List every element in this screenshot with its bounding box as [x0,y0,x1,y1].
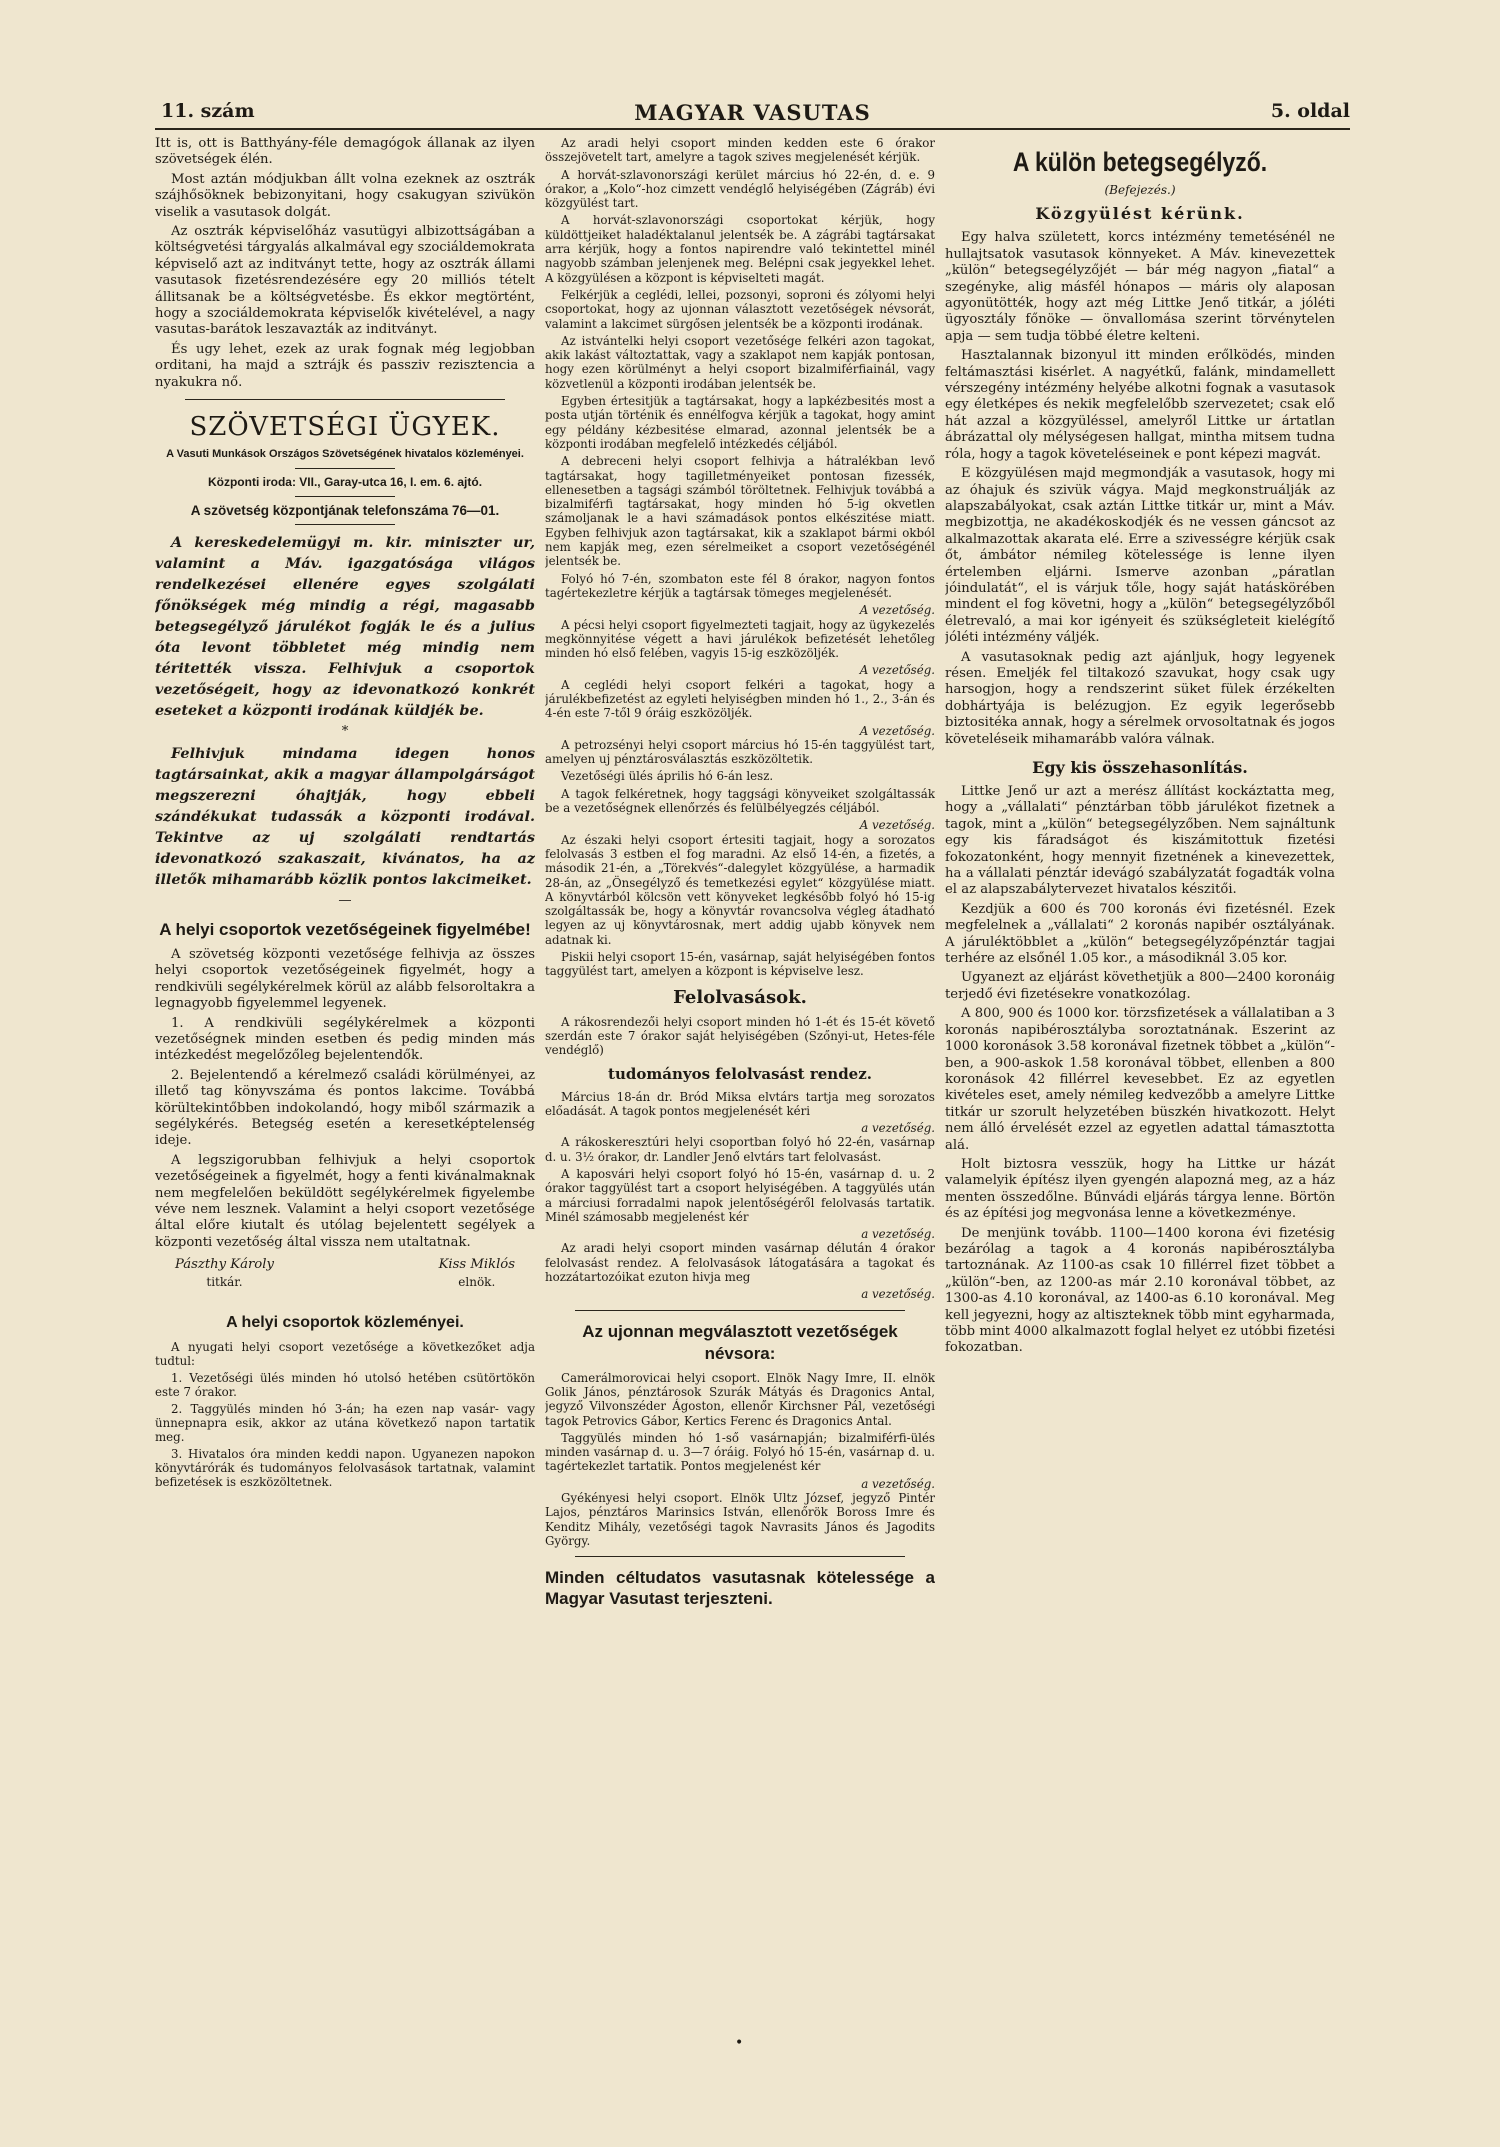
announcement: Március 18-án dr. Bród Miksa elvtárs tartja meg sorozatos előadását. A tagok pontos megjelenését kéri [545,1089,935,1118]
lecture-subtitle: tudományos felolvasást rendez. [608,1064,872,1083]
paragraph: Most aztán módjukban állt volna ezeknek az osztrák szájhősöknek bebizonyitani, hogy csakugyan szivükön viselik a vasutasok dolgát. [155,171,535,220]
footer-mark: • [735,2035,744,2051]
signatures [175,1257,515,1290]
announcement: Az aradi helyi csoport minden kedden este 6 órakor összejövetelt tart, amelyre a tagok szives megjelenését kérjük. [545,136,935,165]
announcement: Piskii helyi csoport 15-én, vasárnap, saját helyiségében fontos taggyülést tart, amelyen a központ is képviselve lesz. [545,950,935,979]
issue-number: 11. szám [161,100,255,122]
announcement: Az északi helyi csoport értesiti tagjait, hogy a sorozatos felolvasás 3 estben el fog maradni. Az első 14-én, a fizetés, a második 21-én, a „Törekvés“-dalegylet közgyülése, a harmadik 28-án, az „Önsegélyző és temetkezési egylet“ közgyülése miatt. A könyvtárból kölcsön vett könyveket legkésőbb folyó hó 15-ig szolgáltassák be, hogy a könyvtár rovancsolva végleg átadható legyen az uj könyvtárosnak, mert addig ujabb könyvek nem adatnak ki. [545,832,935,947]
divider [185,399,505,400]
announcement: Vezetőségi ülés április hó 6-án lesz. [561,769,774,784]
new-boards-title: Az ujonnan megválasztott vezetőségek névsora: [582,1321,898,1363]
signer [439,1257,515,1290]
announcement: A horvát-szlavonországi kerület március hó 22-én, d. e. 9 órakor, a „Kolo“-hoz cimzett vendéglő helyiségében (Zágráb) évi közgyülést tart. [545,167,935,211]
signer [175,1257,274,1290]
announcement: Folyó hó 7-én, szombaton este fél 8 órakor, nagyon fontos tagértekezletre kérjük a tagtársak tömeges megjelenését. [545,571,935,600]
signature: a vezetőség. [861,1476,935,1491]
paragraph: Egy halva született, korcs intézmény temetésénél ne hullajtsatok vasutasok könnyeket. A Máv. kinevezettek „külön“ betegsegélyzőjét — bár még nagyon „fiatal“ a szegényke, alig másfél hónapos — máris oly alaposan agyonütötték, hogy azt még Littke Jenő titkár, a jóléti ügyosztály főnöke — önvallomása szerint törvénytelen apja — sem tudja többé életre kelteni. [945,230,1335,344]
announcement: A kaposvári helyi csoport folyó hó 15-én, vasárnap d. u. 2 órakor taggyülést tart a csoport helyiségében. A taggyülés után a márciusi forradalmi napok jelentőségéről felolvasás tartatik. Minél számosabb megjelenést kér [545,1167,935,1224]
paragraph: 2. Bejelentendő a kérelmező családi körülményei, az illető tag könyvszáma és pontos lakcime. Továbbá körültekintőbben indokolandó, hogy miből származik a segélykérés. Betegség esetén a keresetképtelenség ideje. [155,1067,535,1149]
paragraph: A szövetség központi vezetősége felhivja az összes helyi csoportok vezetőségeinek figyelmét, hogy a rendkivüli segélykérelmek körül az alább felsoroltakra a legnagyobb figyelemmel legyenek. [155,946,535,1012]
column-2 [545,136,935,2006]
signature: a vezetőség. [861,1121,935,1136]
paragraph: Littke Jenő ur azt a merész állítást kockáztatta meg, hogy a „vállalati“ pénztárban több járulékot fizetnek a tagok, mint a „külön“ betegsegélyzőben. Nem sajnáltunk egy kis fáradságot és kiszámitottuk fizetési fokozatonként, hogy mennyit fizetnének a kinevezettek, ha a vállalati pénztár idevágó szabályzatát fogadták volna el az alapszabálytervezet hivatalos készitői. [945,784,1335,898]
notice-paragraph: Felhivjuk mindama idegen honos tagtársainkat, akik a magyar állampolgárságot megszerezni óhajtják, hogy ebbeli szándékukat tudassák a központi irodával. Tekintve az uj szolgálati rendtartás idevonatkozó szakaszait, kivánatos, ha az illetők mihamarább közlik pontos lakcimeiket. [155,744,535,888]
announcement: Taggyülés minden hó 1-ső vasárnapján; bizalmiférfi-ülés minden vasárnap d. u. 3—7 óráig. Folyó hó 15-én, vasárnap d. u. tagértekezlet tartatik. Pontos megjelenést kér [545,1430,935,1474]
announcement: A rákosrendezői helyi csoport minden hó 1-ét és 15-ét követő szerdán este 7 órakor saját helyiségében (Szőnyi-ut, Hetes-féle vendéglő) [545,1014,935,1058]
paragraph: 3. Hivatalos óra minden keddi napon. Ugyanezen napokon könyvtárórák és tudományos felolvasások tartatnak, valamint befizetések is eszközöltetnek. [155,1447,535,1490]
announcement: Gyékényesi helyi csoport. Elnök Ultz József, jegyző Pintér Lajos, pénztáros Marinsics István, ellenőrök Boross Imre és Kenditz Mihály, vezetőségi tagok Navrasits János és Jagodits György. [545,1491,935,1548]
signer-name: Kiss Miklós [438,1257,515,1273]
announcement: Felkérjük a ceglédi, lellei, pozsonyi, soproni és zólyomi helyi csoportokat, hogy az ujonnan választott vezetőségek névsorát, valamint a lakcimet sürgősen jelentsék be a központi irodának. [545,287,935,331]
notice-paragraph: A kereskedelemügyi m. kir. miniszter ur, valamint a Máv. igazgatósága világos rendelkezései ellenére egyes szolgálati főnökségek még mindig a régi, magasabb betegsegélyző járulékot fogják le és a julius óta levont többletet még mindig nem téritették vissza. Felhivjuk a csoportok vezetőségeit, hogy az idevonatkozó konkrét eseteket a központi irodának küldjék be. [155,534,535,720]
announcement: A ceglédi helyi csoport felkéri a tagokat, hogy a járulékbefizetést az egyleti helyiségben minden hó 1., 2., 3-án és 4-én este 7-től 9 óráig eszközöljék. [545,677,935,721]
paragraph: Itt is, ott is Batthyány-féle demagógok állanak az ilyen szövetségek élén. [155,136,535,168]
page-header [155,100,1350,130]
paragraph: Hasztalannak bizonyul itt minden erőlködés, minden feltámasztási kisérlet. A nagyétkű, falánk, mindamellett vérszegény intézmény helyébe alkotni fognak a vasutasok egy életképes és nekik megfelelőbb szervezetet; csak elő hát azzal a közgyüléssel, amelyről Littke ur ártatlan ábrázattal oly mélységesen hallgat, mintha mitsem tudna róla, hogy a tagok követeléseinek e pont képezi magvát. [945,348,1335,462]
continuation-note: (Befejezés.) [1104,183,1176,197]
announcement: Az istvántelki helyi csoport vezetősége felkéri azon tagokat, akik lakást változtattak, vagy a szaklapot nem kapják pontosan, hogy ezen körülményt a helyi csoport bizalmiférfiainál, vagy közvetlenül a központi irodában jelentsék be. [545,333,935,391]
divider [295,524,395,525]
article-subtitle: Közgyülést kérünk. [1035,204,1245,224]
page-number: 5. oldal [1270,100,1350,122]
signer-name: Pászthy Károly [175,1257,274,1273]
divider [575,1556,905,1557]
paragraph: Kezdjük a 600 és 700 koronás évi fizetésnél. Ezek megfelelnek a „vállalati“ 2 koronás napibér osztályának. A járuléktöbblet a „külön“ betegsegélyzőpénztár tagjai terhére az elsőnél 1.05 kor., a másodiknál 3.05 kor. [945,901,1335,967]
divider [295,468,395,469]
signature: A vezetőség. [859,723,935,738]
column-3 [945,136,1335,2006]
lectures-title: Felolvasások. [673,986,807,1008]
announcement: Egyben értesitjük a tagtársakat, hogy a lapkézbesités most a posta utján történik és ennélfogva kérjük a tagokat, hogy amint egy példány kézbesitése elmarad, azonnal jelentsék be a központi irodában megfelelő intézkedés céljából. [545,394,935,451]
office-address: Központi iroda: VII., Garay-utca 16, I. em. 6. ajtó. [207,475,483,490]
announcement: A pécsi helyi csoport figyelmezteti tagjait, hogy az ügykezelés megkönnyitése végett a havi járulékok befizetését lehetőleg minden hó első felében, vagyis 15-ig eszközöljék. [545,617,935,661]
signature: A vezetőség. [859,603,935,618]
paragraph: A vasutasoknak pedig azt ajánljuk, hogy legyenek résen. Emeljék fel tiltakozó szavukat, hogy csak ugy harsogjon, hogy a rendszerint süket fülek érzékelten dobhártyája is belézugjon. Ez egyik legerősebb biztositéka annak, hogy a sérelmek orvosoltatnak és jogos követeléseik mihamarább valóra válnak. [945,649,1335,747]
paragraph: E közgyülésen majd megmondják a vasutasok, hogy mi az óhajuk és szivük vágya. Majd megkonstruálják az alapszabályokat, csak aztán Littke titkár ur, mint a Máv. megbizottja, ne akadékoskodjék és ne vessen gáncsot az alkalmazottak akarata elé. Erre a szivességre kérjük csak őt, ámbátor némileg kötelessége is lenne ilyen értelemben eljárni. Ismerve azonban „páratlan jóindulatát“, el is várjuk tőle, hogy saját hatáskörében mindent el fog követni, hogy a „külön“ betegsegélyzőből életrevaló, a mai kor igényeit és szükségleteit kielégítő jóléti intézmény váljék. [945,466,1335,646]
separator-star: * [341,724,349,740]
local-groups-title: A helyi csoportok közleményei. [226,1314,464,1332]
divider [295,496,395,497]
section-subtitle: A Vasuti Munkások Országos Szövetségének hivatalos közleményei. [166,448,524,461]
paragraph: A legszigorubban felhivjuk a helyi csoportok vezetőségeinek a figyelmét, hogy a fenti kivánalmaknak nem megfelelően beküldött segélykérelmek figyelembe véve nem lesznek. Valamint a helyi csoport vezetősége által előre kiutalt és utólag bejelentett segélyek a központi vezetőség által vissza nem utaltatnak. [155,1152,535,1250]
column-1 [155,136,535,2006]
masthead-title: MAGYAR VASUTAS [634,100,871,125]
paragraph: És ugy lehet, ezek az urak fognak még legjobban orditani, ha majd a sztrájk és passziv rezisztencia a nyakukra nő. [155,341,535,390]
separator-dash: — [338,892,352,908]
signature: a vezetőség. [861,1287,935,1302]
signature: A vezetőség. [859,818,935,833]
announcement: A debreceni helyi csoport felhivja a hátralékban levő tagtársakat, hogy tagilletményeiket pontosan fizessék, ellenesetben a tagsági számból töröltetnek. Felhivjuk továbbá a bizalmiférfi tagtársakat, hogy minden hó 5-ig okvetlen számoljanak le a havi számadások pontos elkészitése miatt. Egyben felhivjuk azon tagtársakat, kik a szaklapot bármi okból nem kapják meg, ezen sérelmeiket a csoport vezetőségénél jelentsék be. [545,454,935,569]
closing-slogan: Minden céltudatos vasutasnak kötelessége a Magyar Vasutast terjeszteni. [545,1568,935,1609]
appeal-title: A helyi csoportok vezetőségeinek figyelmébe! [159,919,531,939]
article-subtitle: Egy kis összehasonlítás. [1032,758,1248,777]
signature: A vezetőség. [859,663,935,678]
announcement: A petrozsényi helyi csoport március hó 15-én taggyülést tart, amelyen uj pénztárosválasztás eszközöltetik. [545,737,935,767]
paragraph: Holt biztosra vesszük, hogy ha Littke ur házát valamelyik építész ilyen gyengén alapozná meg, az a ház menten összedőlne. Bűnvádi eljárás tárgya lenne. Börtön és az építési jog megvonása lenne a következménye. [945,1156,1335,1222]
paragraph: De menjünk tovább. 1100—1400 korona évi fizetésig bezárólag a tagok a 4 koronás napibérosztályba tartoznának. Az 1100-as csak 10 fillérrel fizet többet a „külön“-ben, az 1200-as már 2.10 koronával többet, az 1300-as 4.10 koronával, az 1400-as 6.10 koronával. Meg kell jegyezni, hogy az altiszteknek több mint egyharmada, több mint 4000 alkalmazott foglal helyet ez utóbbi fizetési fokozatban. [945,1225,1335,1356]
divider [575,1310,905,1311]
paragraph: A nyugati helyi csoport vezetősége a következőket adja tudtul: [155,1340,535,1369]
announcement: A tagok felkéretnek, hogy taggsági könyveiket szolgáltassák be a vezetőségnek ellenőrzés és felülbélyegzés céljából. [545,786,935,816]
announcement: A horvát-szlavonországi csoportokat kérjük, hogy küldöttjeiket haladéktalanul jelentsék be. A zágrábi tagtársakat arra kérjük, hogy a fontos napirendre való tekintettel minél nagyobb számban jelenjenek meg. Belépni csak jegyekkel lehet. A közgyülésen a központ is képviselteti magát. [545,213,935,285]
section-title: SZÖVETSÉGI ÜGYEK. [189,412,501,443]
signer-role: elnök. [458,1274,496,1289]
signer-role: titkár. [206,1274,243,1289]
paragraph: Az osztrák képviselőház vasutügyi albizottságában a költségvetési tárgyalás alkalmával egy szociáldemokrata képviselő azt az inditványt tette, hogy az osztrák állami vasutasok fizetésrendezésére egy 20 milliós tételt állitsanak be a költségvetésbe. És ekkor megtörtént, hogy a szociáldemokrata képviselők kivételével, a nagy vasutas-barátok leszavazták az inditványt. [155,224,535,338]
signature: a vezetőség. [861,1227,935,1242]
announcement: Camerálmorovicai helyi csoport. Elnök Nagy Imre, II. elnök Golik János, pénztárosok Szurák Mátyás és Dragonics Antal, jegyző Vilvonszéder Ágoston, ellenőr Kirchsner Pál, vezetőségi tagok Petrovics Gábor, Kertics Ferenc és Dragonics Antal. [545,1370,935,1428]
announcement: Az aradi helyi csoport minden vasárnap délután 4 órakor felolvasást rendez. A felolvasások látogatására a tagokat és hozzátartozóikat ezuton hivja meg [545,1241,935,1285]
paragraph: A 800, 900 és 1000 kor. törzsfizetések a vállalatiban a 3 koronás napibérosztályba soroztatnának. Eszerint az 1000 koronások 3.58 koronával fizetnek többet a „külön“-ben, a 900-askok 1.58 koronával többet, ellenben a 800 koronások 42 fillérrel kevesebbet. Ez az egyetlen kivételes eset, amely némileg kedvezőbb a amelyre Littke titkár ur szorult helyzetében büszkén hivatkozott. Helyt nem álló érvelését ezzel az egyetlen adattal támasztotta alá. [945,1006,1335,1153]
announcement: A rákoskeresztúri helyi csoportban folyó hó 22-én, vasárnap d. u. 3½ órakor, dr. Landler Jenő elvtárs tart felolvasást. [545,1135,935,1164]
paragraph: 2. Taggyülés minden hó 3-án; ha ezen nap vasár- vagy ünnepnapra esik, akkor az utána következő napon tartatik meg. [155,1402,535,1445]
paragraph: 1. A rendkivüli segélykérelmek a központi vezetőségnek minden esetben és pedig minden más intézkedést megelőzőleg bejelentendők. [155,1015,535,1064]
paragraph: 1. Vezetőségi ülés minden hó utolsó hetében csütörtökön este 7 órakor. [155,1371,535,1400]
paragraph: Ugyanezt az eljárást követhetjük a 800—2400 koronáig terjedő évi fizetésekre vonatkozólag. [945,970,1335,1002]
article-title: A külön betegsegélyző. [1012,147,1268,177]
phone-number: A szövetség központjának telefonszáma 76—01. [190,503,500,519]
